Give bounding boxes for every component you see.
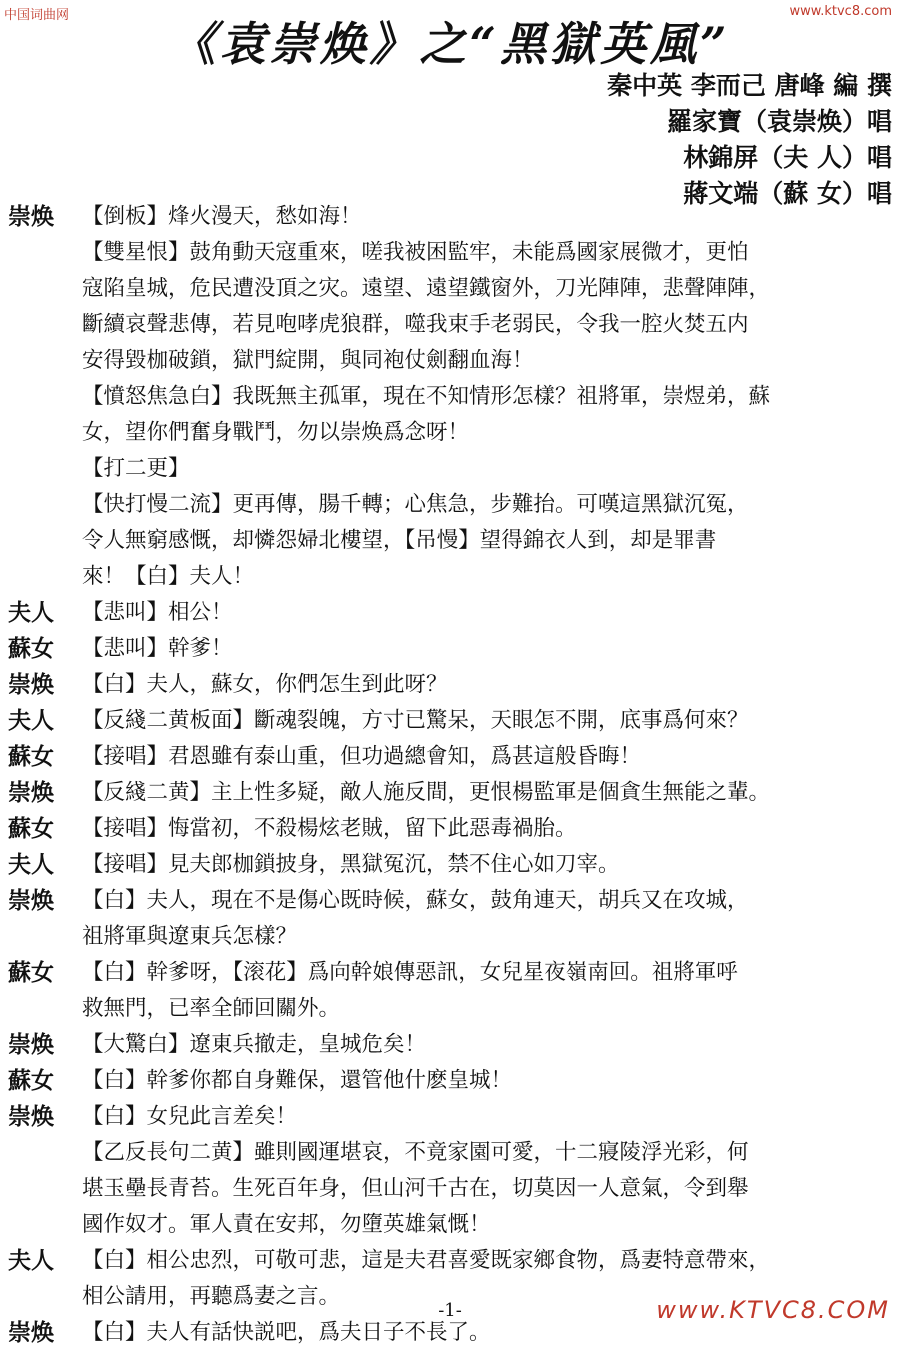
watermark-right: www.ktvc8.com bbox=[789, 4, 892, 19]
script-line bbox=[8, 235, 894, 271]
speaker-name bbox=[8, 523, 82, 559]
speaker-name bbox=[8, 379, 82, 415]
script-line bbox=[8, 631, 894, 667]
script-line bbox=[8, 919, 894, 955]
script-line bbox=[8, 595, 894, 631]
script-line bbox=[8, 775, 894, 811]
credit-singer-2: 林錦屏（夫 人）唱 bbox=[683, 143, 892, 172]
line-text: 堪玉壘長青苔。生死百年身，但山河千古在，切莫因一人意氣，令到舉 bbox=[82, 1176, 749, 1201]
script-line bbox=[8, 343, 894, 379]
line-text: 國作奴才。軍人責在安邦，勿墮英雄氣慨！ bbox=[82, 1212, 491, 1237]
speaker-name: 崇焕 bbox=[8, 1103, 54, 1130]
script-line bbox=[8, 811, 894, 847]
script-line bbox=[8, 1063, 894, 1099]
line-text: 【接唱】悔當初，不殺楊炫老賊，留下此惡毒禍胎。 bbox=[82, 816, 577, 841]
script-line bbox=[8, 1171, 894, 1207]
speaker-name: 蘇女 bbox=[8, 1067, 54, 1094]
script-line bbox=[8, 199, 894, 235]
credits bbox=[607, 68, 892, 212]
speaker-name bbox=[8, 919, 82, 955]
line-text: 【快打慢二流】更再傳，腸千轉；心焦急，步難抬。可嘆這黑獄沉冤， bbox=[82, 492, 749, 517]
line-text: 【悲叫】幹爹！ bbox=[82, 636, 233, 661]
watermark-bottom: www.KTVC8.COM bbox=[656, 1296, 890, 1324]
line-text: 【接唱】君恩雖有泰山重，但功過總會知，爲甚這般昏晦！ bbox=[82, 744, 642, 769]
script-line bbox=[8, 847, 894, 883]
script-line bbox=[8, 739, 894, 775]
speaker-name: 夫人 bbox=[8, 851, 54, 878]
speaker-name bbox=[8, 235, 82, 271]
script-line bbox=[8, 1135, 894, 1171]
line-text: 救無門，已率全師回關外。 bbox=[82, 996, 341, 1021]
speaker-name: 蘇女 bbox=[8, 635, 54, 662]
credit-singer-3: 蔣文端（蘇 女）唱 bbox=[683, 179, 892, 208]
line-text: 【白】夫人，現在不是傷心既時候，蘇女，鼓角連天，胡兵又在攻城， bbox=[82, 888, 749, 913]
line-text: 女，望你們奮身戰鬥，勿以崇焕爲念呀！ bbox=[82, 420, 470, 445]
line-text: 【接唱】見夫郎枷鎖披身，黑獄冤沉，禁不住心如刀宰。 bbox=[82, 852, 620, 877]
line-text: 【倒板】烽火漫天，愁如海！ bbox=[82, 204, 362, 229]
credit-writers: 秦中英 李而己 唐峰 編 撰 bbox=[607, 71, 892, 100]
speaker-name bbox=[8, 415, 82, 451]
speaker-name bbox=[8, 487, 82, 523]
watermark-left: 中国词曲网 bbox=[4, 8, 70, 23]
line-text: 【白】女兒此言差矣！ bbox=[82, 1104, 298, 1129]
script-body bbox=[8, 199, 894, 1351]
page-number: -1- bbox=[438, 1300, 462, 1321]
script-line bbox=[8, 1243, 894, 1279]
line-text: 寇陷皇城，危民遭没頂之灾。遠望、遠望鐵窗外，刀光陣陣，悲聲陣陣， bbox=[82, 276, 771, 301]
line-text: 來！【白】夫人！ bbox=[82, 564, 255, 589]
script-line bbox=[8, 883, 894, 919]
speaker-name: 崇焕 bbox=[8, 1319, 54, 1346]
script-line bbox=[8, 451, 894, 487]
line-text: 【憤怒焦急白】我既無主孤軍，現在不知情形怎樣？祖將軍，崇煜弟，蘇 bbox=[82, 384, 771, 409]
line-text: 【白】夫人有話快説吧，爲夫日子不長了。 bbox=[82, 1320, 491, 1345]
script-line bbox=[8, 487, 894, 523]
speaker-name: 夫人 bbox=[8, 1247, 54, 1274]
speaker-name bbox=[8, 991, 82, 1027]
speaker-name bbox=[8, 307, 82, 343]
speaker-name bbox=[8, 271, 82, 307]
line-text: 【悲叫】相公！ bbox=[82, 600, 233, 625]
script-line bbox=[8, 667, 894, 703]
script-line bbox=[8, 703, 894, 739]
speaker-name: 夫人 bbox=[8, 599, 54, 626]
line-text: 【反綫二黄】主上性多疑，敵人施反間，更恨楊監軍是個貪生無能之輩。 bbox=[82, 780, 771, 805]
speaker-name bbox=[8, 1207, 82, 1243]
line-text: 令人無窮感慨，却憐怨婦北樓望，【吊慢】望得錦衣人到，却是罪書 bbox=[82, 528, 717, 553]
speaker-name bbox=[8, 1135, 82, 1171]
script-line bbox=[8, 1207, 894, 1243]
line-text: 斷續哀聲悲傳，若見咆哮虎狼群，噬我束手老弱民，令我一腔火焚五内 bbox=[82, 312, 749, 337]
line-text: 【乙反長句二黄】雖則國運堪哀，不竟家園可愛，十二寢陵浮光彩，何 bbox=[82, 1140, 749, 1165]
speaker-name: 蘇女 bbox=[8, 743, 54, 770]
script-line bbox=[8, 307, 894, 343]
line-text: 【白】相公忠烈，可敬可悲，這是夫君喜愛既家鄉食物，爲妻特意帶來， bbox=[82, 1248, 771, 1273]
script-line bbox=[8, 1099, 894, 1135]
speaker-name bbox=[8, 559, 82, 595]
line-text: 相公請用，再聽爲妻之言。 bbox=[82, 1284, 341, 1309]
speaker-name: 崇焕 bbox=[8, 887, 54, 914]
speaker-name: 崇焕 bbox=[8, 1031, 54, 1058]
script-line bbox=[8, 379, 894, 415]
speaker-name: 崇焕 bbox=[8, 671, 54, 698]
line-text: 【打二更】 bbox=[82, 456, 190, 481]
script-line bbox=[8, 559, 894, 595]
speaker-name: 夫人 bbox=[8, 707, 54, 734]
line-text: 【白】幹爹你都自身難保，還管他什麽皇城！ bbox=[82, 1068, 513, 1093]
speaker-name: 蘇女 bbox=[8, 815, 54, 842]
page-title: 《袁崇焕》之“黑獄英風” bbox=[169, 17, 731, 71]
speaker-name bbox=[8, 1171, 82, 1207]
script-line bbox=[8, 523, 894, 559]
speaker-name: 崇焕 bbox=[8, 203, 54, 230]
script-line bbox=[8, 991, 894, 1027]
line-text: 【白】夫人，蘇女，你們怎生到此呀？ bbox=[82, 672, 448, 697]
speaker-name: 崇焕 bbox=[8, 779, 54, 806]
script-line bbox=[8, 955, 894, 991]
script-line bbox=[8, 1027, 894, 1063]
speaker-name bbox=[8, 451, 82, 487]
credit-singer-1: 羅家寶（袁崇焕）唱 bbox=[666, 107, 892, 136]
line-text: 【反綫二黄板面】斷魂裂魄，方寸已驚呆，天眼怎不開，底事爲何來？ bbox=[82, 708, 749, 733]
line-text: 【白】幹爹呀，【滚花】爲向幹娘傳惡訊，女兒星夜嶺南回。祖將軍呼 bbox=[82, 960, 738, 985]
line-text: 安得毀枷破鎖，獄門綻開，與同袍仗劍翻血海！ bbox=[82, 348, 534, 373]
line-text: 祖將軍與遼東兵怎樣？ bbox=[82, 924, 298, 949]
speaker-name bbox=[8, 343, 82, 379]
script-line bbox=[8, 271, 894, 307]
line-text: 【雙星恨】鼓角動天寇重來，嗟我被困監牢，未能爲國家展微才，更怕 bbox=[82, 240, 749, 265]
script-line bbox=[8, 415, 894, 451]
speaker-name: 蘇女 bbox=[8, 959, 54, 986]
line-text: 【大驚白】遼東兵撤走，皇城危矣！ bbox=[82, 1032, 427, 1057]
